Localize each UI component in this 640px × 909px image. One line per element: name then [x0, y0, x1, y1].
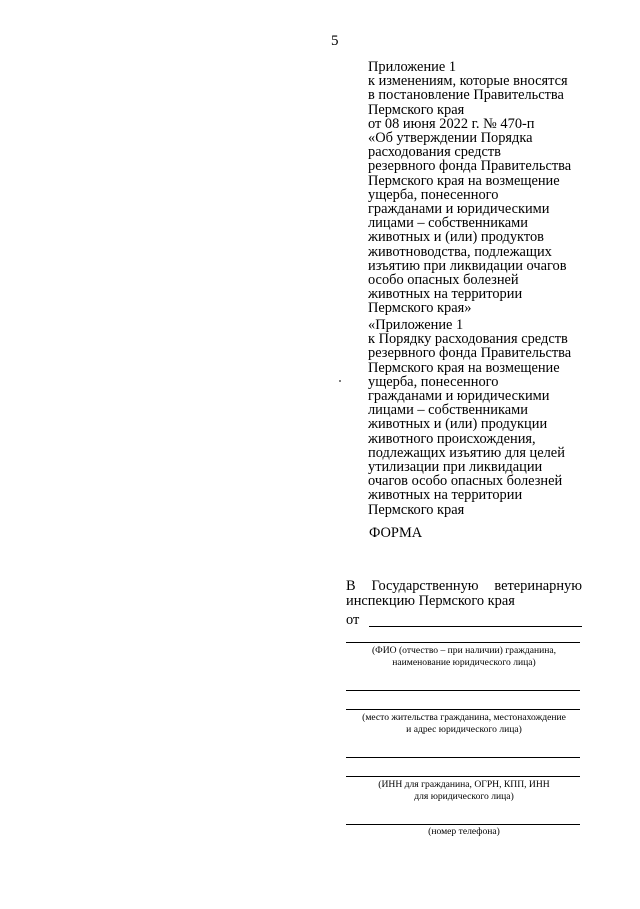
addressee-line-1: В Государственную ветеринарную	[346, 578, 582, 594]
appendix-order-line: гражданами и юридическими	[368, 388, 550, 405]
appendix-header-line: к изменениям, которые вносятся	[368, 73, 568, 90]
caption-line: и адрес юридического лица)	[406, 724, 522, 735]
appendix-order-line: лицами – собственниками	[368, 402, 528, 419]
inn-caption	[340, 779, 588, 803]
caption-line: (ФИО (отчество – при наличии) гражданина,	[371, 645, 557, 656]
appendix-header-line: Пермского края	[368, 101, 465, 118]
appendix-header-line: ущерба, понесенного	[368, 186, 499, 203]
appendix-header-line: изъятию при ликвидации очагов	[368, 257, 567, 274]
appendix-order-line: очагов особо опасных болезней	[368, 473, 563, 490]
appendix-header-line: Приложение 1	[368, 59, 457, 75]
appendix-order-line: к Порядку расходования средств	[368, 331, 568, 348]
appendix-order-line: «Приложение 1	[368, 317, 464, 333]
appendix-order-line: утилизации при ликвидации	[368, 459, 543, 476]
caption-line: наименование юридического лица)	[392, 657, 536, 668]
appendix-header-block	[368, 60, 618, 316]
appendix-order-line: подлежащих изъятию для целей	[368, 444, 565, 461]
page-number: 5	[331, 33, 339, 49]
appendix-header-line: Пермского края на возмещение	[368, 172, 560, 189]
appendix-order-line: Пермского края	[368, 501, 465, 518]
inn-input-line[interactable]	[346, 757, 580, 758]
appendix-header-line: лицами – собственниками	[368, 215, 528, 232]
appendix-order-line: ущерба, понесенного	[368, 373, 499, 390]
scan-speck	[339, 380, 341, 382]
addressee-from-label: от	[346, 612, 360, 628]
appendix-header-line: гражданами и юридическими	[368, 201, 550, 218]
appendix-order-line: Пермского края на возмещение	[368, 359, 560, 376]
address-caption	[340, 712, 588, 736]
appendix-header-line: животных и (или) продуктов	[368, 229, 544, 246]
appendix-order-block	[368, 318, 618, 517]
name-input-line[interactable]	[346, 642, 580, 643]
appendix-order-line: животного происхождения,	[368, 430, 536, 447]
appendix-order-line: резервного фонда Правительства	[368, 345, 572, 362]
appendix-header-line: резервного фонда Правительства	[368, 158, 572, 175]
phone-caption	[340, 826, 588, 838]
addressee-line-2: инспекцию Пермского края	[346, 593, 515, 609]
appendix-order-line: животных на территории	[368, 487, 523, 504]
appendix-header-line: особо опасных болезней	[368, 272, 519, 289]
appendix-header-line: животных на территории	[368, 286, 523, 303]
address-input-line[interactable]	[346, 709, 580, 710]
appendix-header-line: Пермского края»	[368, 300, 472, 317]
appendix-order-line: животных и (или) продукции	[368, 416, 548, 433]
inn-input-line[interactable]	[346, 776, 580, 777]
appendix-header-line: «Об утверждении Порядка	[368, 130, 533, 147]
name-caption	[340, 645, 588, 669]
from-input-line[interactable]	[369, 626, 582, 627]
appendix-header-line: в постановление Правительства	[368, 87, 564, 104]
caption-line: для юридического лица)	[414, 791, 514, 802]
appendix-header-line: животноводства, подлежащих	[368, 243, 552, 260]
caption-line: (номер телефона)	[428, 826, 500, 837]
appendix-header-line: от 08 июня 2022 г. № 470-п	[368, 115, 535, 132]
address-input-line[interactable]	[346, 690, 580, 691]
form-label: ФОРМА	[369, 525, 423, 541]
caption-line: (ИНН для гражданина, ОГРН, КПП, ИНН	[378, 779, 550, 790]
phone-input-line[interactable]	[346, 824, 580, 825]
appendix-header-line: расходования средств	[368, 144, 501, 161]
caption-line: (место жительства гражданина, местонахождение	[362, 712, 566, 723]
